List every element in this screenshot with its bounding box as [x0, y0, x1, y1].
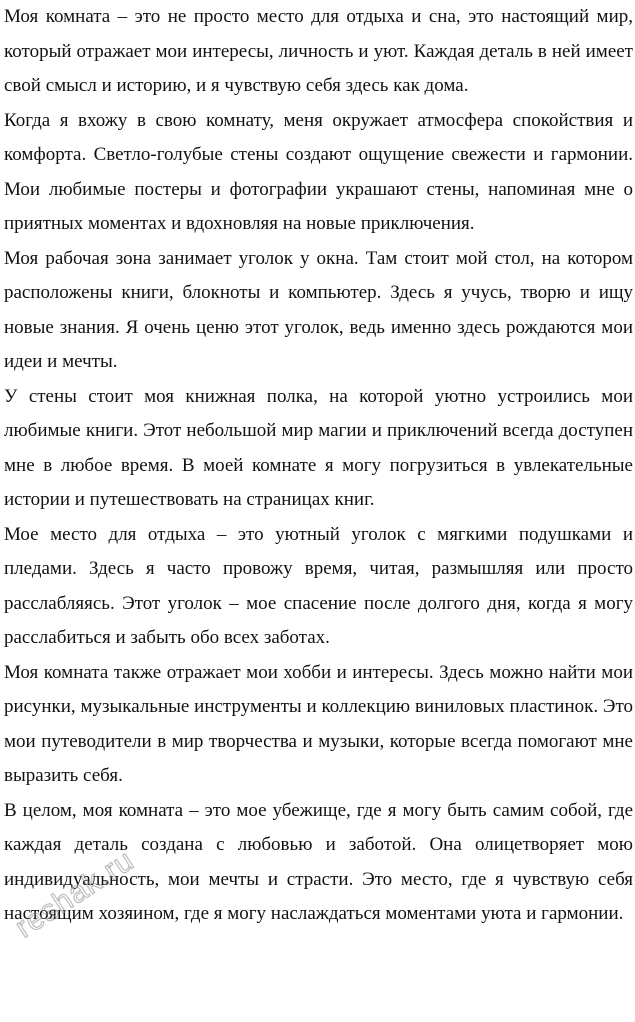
paragraph-5: Мое место для отдыха – это уютный уголок с мягкими подушками и пледами. Здесь я часто провожу время, читая, размышляя или просто расслабляясь. Этот уголок – мое спасение после долгого дня, когда я могу расслабиться и забыть обо всех заботах. [4, 523, 633, 648]
watermark-text: reshak.ru [9, 843, 141, 945]
paragraph-1: Моя комната – это не просто место для отдыха и сна, это настоящий мир, который отражает мои интересы, личность и уют. Каждая деталь в ней имеет свой смысл и историю, и я чувствую себя здесь как дома. [4, 6, 633, 96]
paragraph-6: Моя комната также отражает мои хобби и интересы. Здесь можно найти мои рисунки, музыкальные инструменты и коллекцию виниловых пластинок. Это мои путеводители в мир творчества и музыки, которые всегда помогают мне выразить себя. [4, 661, 633, 786]
paragraph-3: Моя рабочая зона занимает уголок у окна. Там стоит мой стол, на котором расположены книги, блокноты и компьютер. Здесь я учусь, творю и ищу новые знания. Я очень ценю этот уголок, ведь именно здесь рождаются мои идеи и мечты. [4, 247, 633, 372]
paragraph-4: У стены стоит моя книжная полка, на которой уютно устроились мои любимые книги. Этот небольшой мир магии и приключений всегда доступен мне в любое время. В моей комнате я могу погрузиться в увлекательные истории и путешествовать на страницах книг. [4, 385, 633, 510]
paragraph-2: Когда я вхожу в свою комнату, меня окружает атмосфера спокойствия и комфорта. Светло-голубые стены создают ощущение свежести и гармонии. Мои любимые постеры и фотографии украшают стены, напоминая мне о приятных моментах и вдохновляя на новые приключения. [4, 109, 633, 234]
paragraph-7: В целом, моя комната – это мое убежище, где я могу быть самим собой, где каждая деталь создана с любовью и заботой. Она олицетворяет мою индивидуальность, мои мечты и страсти. Это место, где я чувствую себя настоящим хозяином, где я могу наслаждаться моментами уюта и гармонии. [4, 799, 633, 924]
essay-text [4, 0, 633, 932]
